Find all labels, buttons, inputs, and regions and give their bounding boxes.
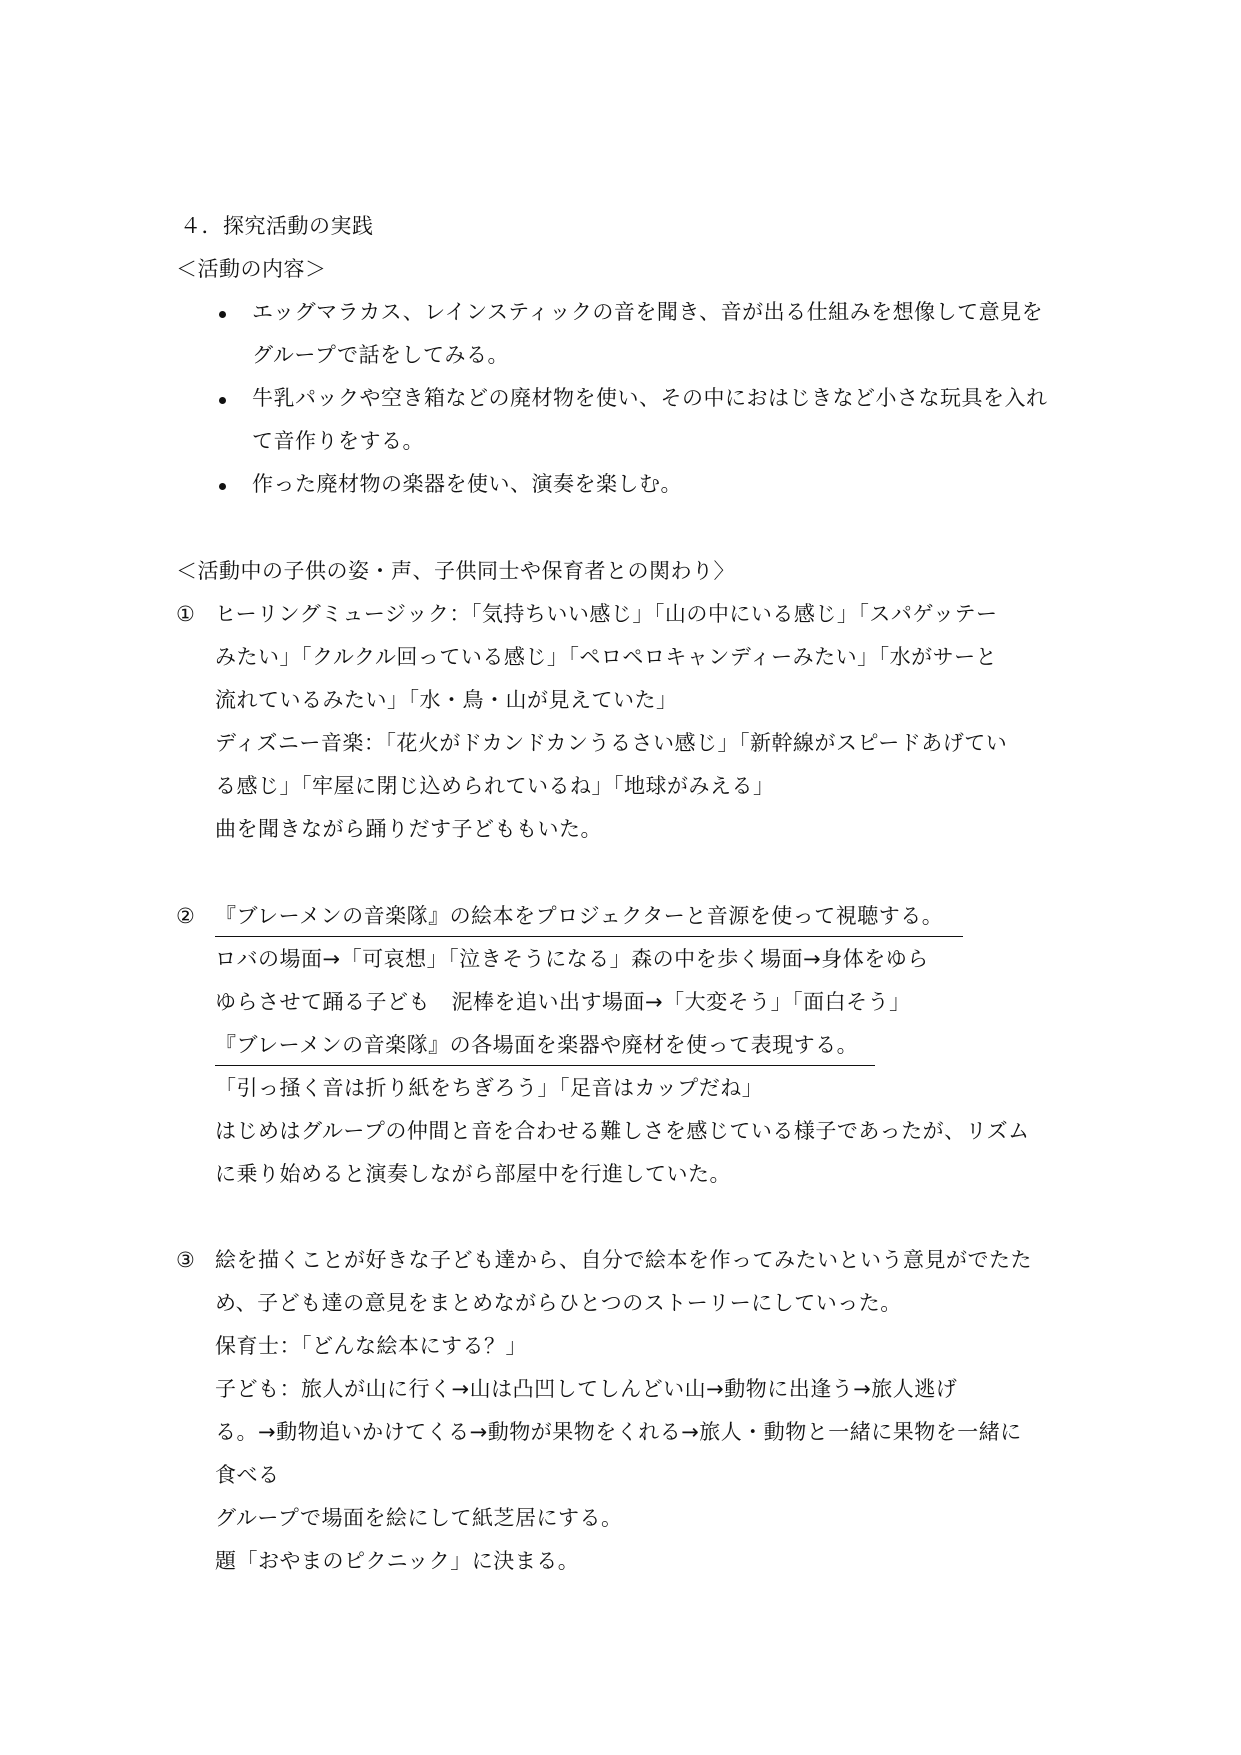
obs3-line-8: 題「おやまのピクニック」に決まる。 <box>215 1549 580 1573</box>
obs3-line-4: 子ども：旅人が山に行く→山は凸凹してしんどい山→動物に出逢う→旅人逃げ <box>215 1377 958 1401</box>
obs2-line-5: 「引っ掻く音は折り紙をちぎろう」「足音はカップだね」 <box>215 1076 764 1100</box>
obs2-line-4: 『ブレーメンの音楽隊』の各場面を楽器や廃材を使って表現する。 <box>215 1033 859 1057</box>
obs2-line-6: はじめはグループの仲間と音を合わせる難しさを感じている様子であったが、リズム <box>215 1119 1030 1143</box>
obs1-line-4: ディズニー音楽：「花火がドカンドカンうるさい感じ」「新幹線がスピードあげてい <box>215 731 1008 755</box>
obs2-line-2: ロバの場面→「可哀想」「泣きそうになる」森の中を歩く場面→身体をゆら <box>215 947 929 971</box>
obs1-line-5: る感じ」「牢屋に閉じ込められているね」「地球がみえる」 <box>215 774 775 798</box>
obs3-line-2: め、子ども達の意見をまとめながらひとつのストーリーにしていった。 <box>215 1291 902 1315</box>
activity-2-line-2: て音作りをする。 <box>252 429 424 453</box>
activity-1-line-2: グループで話をしてみる。 <box>252 343 509 367</box>
obs1-line-6: 曲を聞きながら踊りだす子どももいた。 <box>215 817 602 841</box>
activity-2-line-1: 牛乳パックや空き箱などの廃材物を使い、その中におはじきなど小さな玩具を入れ <box>252 386 1048 410</box>
bullet-icon <box>219 483 226 490</box>
obs1-line-2: みたい」「クルクル回っている感じ」「ペロペロキャンディーみたい」「水がサーと <box>215 645 998 669</box>
obs2-line-1: 『ブレーメンの音楽隊』の絵本をプロジェクターと音源を使って視聴する。 <box>215 904 944 928</box>
bullet-icon <box>219 311 226 318</box>
obs1-line-3: 流れているみたい」「水・鳥・山が見えていた」 <box>215 688 678 712</box>
activity-heading: ＜活動の内容＞ <box>176 257 327 281</box>
obs2-line-7: に乗り始めると演奏しながら部屋中を行進していた。 <box>215 1162 731 1186</box>
obs2-marker: ② <box>176 904 196 928</box>
obs3-line-3: 保育士：「どんな絵本にする？」 <box>215 1334 527 1358</box>
obs2-line-3: ゆらさせて踊る子ども 泥棒を追い出す場面→「大変そう」「面白そう」 <box>215 990 911 1014</box>
activity-1-line-1: エッグマラカス、レインスティックの音を聞き、音が出る仕組みを想像して意見を <box>252 300 1044 324</box>
obs1-marker: ① <box>176 602 196 626</box>
obs3-marker: ③ <box>176 1248 196 1272</box>
obs1-line-1: ヒーリングミュージック：「気持ちいい感じ」「山の中にいる感じ」「スパゲッテー <box>215 602 998 626</box>
underline <box>215 1065 875 1066</box>
observation-heading: ＜活動中の子供の姿・声、子供同士や保育者との関わり〉 <box>176 559 735 583</box>
underline <box>215 936 963 937</box>
obs3-line-1: 絵を描くことが好きな子ども達から、自分で絵本を作ってみたいという意見がでたた <box>215 1248 1032 1272</box>
activity-3-line-1: 作った廃材物の楽器を使い、演奏を楽しむ。 <box>252 472 682 496</box>
obs3-line-6: 食べる <box>215 1463 280 1487</box>
section-title: ４．探究活動の実践 <box>180 214 374 238</box>
obs3-line-5: る。→動物追いかけてくる→動物が果物をくれる→旅人・動物と一緒に果物を一緒に <box>215 1420 1022 1444</box>
bullet-icon <box>219 397 226 404</box>
obs3-line-7: グループで場面を絵にして紙芝居にする。 <box>215 1506 623 1530</box>
